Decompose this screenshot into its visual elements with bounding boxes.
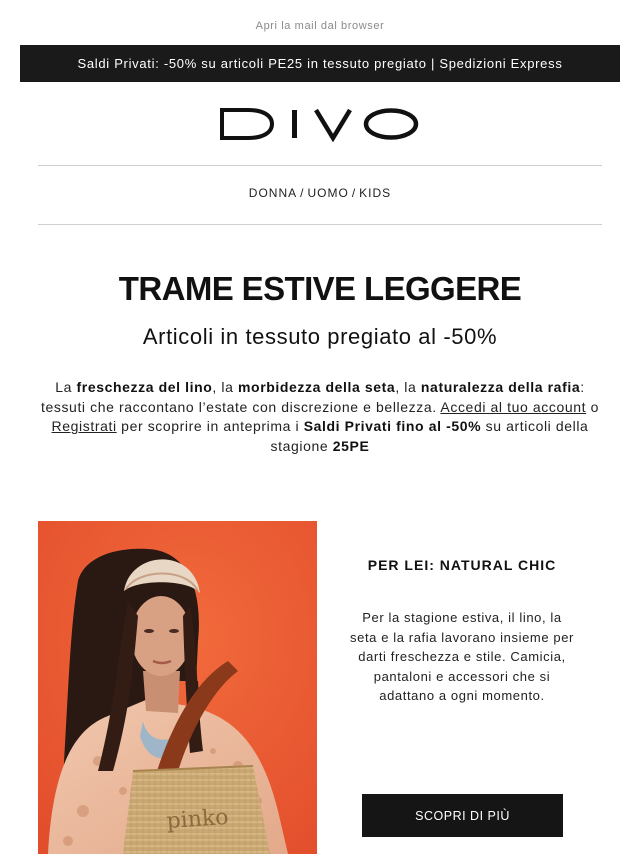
- nav-item-kids[interactable]: KIDS: [359, 186, 392, 200]
- intro-paragraph: La freschezza del lino, la morbidezza della seta, la naturalezza della rafia: tessuti che raccontano l’estate con discrezione e bellezza. Accedi al tuo account o Registrati per scoprire in anteprima i Saldi Privati fino al -50% su articoli della stagione 25PE: [40, 379, 599, 454]
- discover-more-button[interactable]: SCOPRI DI PIÙ: [362, 794, 563, 837]
- promo-bar[interactable]: [20, 45, 620, 82]
- open-in-browser-link[interactable]: Apri la mail dal browser: [255, 20, 385, 32]
- nav-item-donna[interactable]: DONNA: [248, 186, 298, 200]
- feature-description: Per la stagione estiva, il lino, la seta e la rafia lavorano insieme per darti freschezza e stile. Camicia, pantaloni e accessori che si adattano a ogni momento.: [350, 610, 574, 703]
- register-link[interactable]: Registrati: [51, 418, 117, 434]
- login-link[interactable]: Accedi al tuo account: [440, 398, 587, 415]
- feature-title: PER LEI: NATURAL CHIC: [367, 557, 557, 573]
- hero-subtitle: Articoli in tessuto pregiato al -50%: [142, 324, 498, 349]
- divo-logo-icon: [220, 106, 420, 142]
- product-image-model[interactable]: [38, 521, 317, 854]
- bag-brand-text: pinko: [165, 804, 230, 835]
- nav-separator: /: [300, 186, 305, 200]
- hero-title: TRAME ESTIVE LEGGERE: [118, 270, 522, 307]
- model-photo-illustration: [38, 521, 317, 854]
- nav-item-uomo[interactable]: UOMO: [307, 186, 349, 200]
- divider-top: [38, 165, 602, 166]
- divider-bottom: [38, 224, 602, 225]
- brand-logo[interactable]: [0, 106, 640, 142]
- promo-bar-text: Saldi Privati: -50% su articoli PE25 in tessuto pregiato | Spedizioni Express: [77, 56, 563, 71]
- category-nav: [0, 186, 640, 200]
- nav-separator: /: [351, 186, 357, 200]
